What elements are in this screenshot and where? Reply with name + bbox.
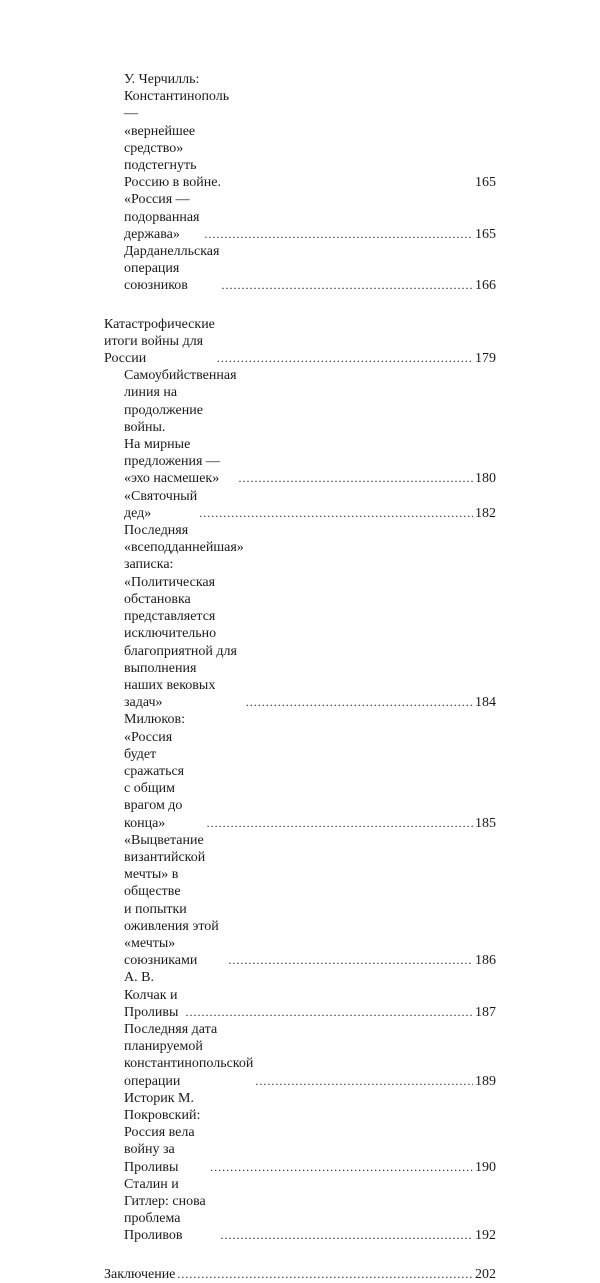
toc-entry-title xyxy=(124,243,219,295)
toc-leader-dots xyxy=(228,952,473,969)
toc-page-number: 180 xyxy=(475,471,496,487)
toc-leader-dots xyxy=(221,1227,474,1244)
toc-page-number: 186 xyxy=(475,953,496,969)
toc-leader-dots xyxy=(221,277,473,294)
toc-entry xyxy=(124,1021,496,1090)
toc-page-number: 165 xyxy=(475,226,496,242)
toc-entry-title xyxy=(124,488,197,522)
toc-entry-line: Самоубийственная линия на продолжение войны. xyxy=(124,368,237,435)
toc-entry-line: Последняя дата планируемой xyxy=(124,1021,218,1055)
toc-entry-line: и попытки оживления этой «мечты» союзниками xyxy=(124,901,219,969)
toc-entry xyxy=(124,488,496,522)
toc-entry xyxy=(124,969,496,1021)
toc-entry-title xyxy=(124,832,226,970)
toc-entry-title xyxy=(104,1266,175,1283)
toc-page-number: 166 xyxy=(475,278,496,294)
toc-page-number: 192 xyxy=(475,1228,496,1244)
toc-leader-dots xyxy=(177,1266,473,1283)
toc-entry-line: «Политическая обстановка представляется xyxy=(124,574,216,625)
toc-entry xyxy=(124,1090,496,1176)
toc-leader-dots xyxy=(210,1159,473,1176)
toc-entry-line: Сталин и Гитлер: снова проблема Проливов xyxy=(124,1176,206,1244)
toc-entry xyxy=(124,243,496,295)
toc-entry-line: Заключение xyxy=(104,1266,176,1282)
toc-leader-dots xyxy=(199,505,473,522)
toc-entry-title xyxy=(124,191,202,243)
toc-page-number: 185 xyxy=(475,815,496,831)
toc-entry-title xyxy=(124,969,184,1021)
toc-entry xyxy=(124,1176,496,1245)
toc-entry-line: Милюков: «Россия будет сражаться xyxy=(124,712,185,779)
toc-entry xyxy=(104,1266,496,1283)
toc-entry-title xyxy=(104,316,215,368)
toc-entry-line: «Россия — подорванная держава» xyxy=(124,192,200,242)
toc-entry xyxy=(124,191,496,243)
toc-entry-title xyxy=(124,522,244,711)
toc-entry-line: с общим врагом до конца» xyxy=(124,781,183,831)
toc-entry-line: константинопольской операции xyxy=(124,1056,254,1089)
toc-leader-dots xyxy=(207,815,473,832)
toc-entry-line: У. Черчилль: Константинополь — xyxy=(124,72,230,122)
toc-entry-line: На мирные предложения — «эхо насмешек» xyxy=(124,437,220,487)
toc-entry xyxy=(104,316,496,368)
toc-entry-line: Дарданелльская операция союзников xyxy=(124,244,220,294)
toc-page-number: 189 xyxy=(475,1073,496,1089)
toc-entry-line: «Выцветание византийской мечты» в обществе xyxy=(124,832,206,900)
toc-entry-title xyxy=(124,1090,208,1176)
table-of-contents xyxy=(104,71,496,1283)
toc-leader-dots xyxy=(217,350,473,367)
toc-page-number: 182 xyxy=(475,505,496,521)
toc-entry-line: Последняя «всеподданнейшая» записка: xyxy=(124,523,244,573)
toc-entry-title xyxy=(124,1176,219,1245)
toc-leader-dots xyxy=(239,470,473,487)
toc-entry-title xyxy=(124,367,237,487)
toc-entry xyxy=(124,711,496,831)
toc-entry-line: «вернейшее средство» подстегнуть Россию в войне. xyxy=(124,123,221,191)
toc-page-number: 184 xyxy=(475,695,496,711)
toc-entry xyxy=(124,832,496,970)
toc-page-number: 187 xyxy=(475,1004,496,1020)
toc-entry-title xyxy=(124,711,205,831)
toc-entry-line: наших вековых задач» xyxy=(124,677,216,711)
toc-entry-line: Катастрофические итоги войны для России xyxy=(104,316,215,367)
toc-leader-dots xyxy=(204,226,473,243)
toc-entry xyxy=(124,367,496,487)
toc-page-number: 179 xyxy=(475,351,496,367)
toc-entry xyxy=(124,71,496,191)
toc-entry-title xyxy=(124,71,231,191)
toc-page-number: 190 xyxy=(475,1159,496,1175)
toc-entry-line: «Святочный дед» xyxy=(124,488,198,521)
toc-page-number: 165 xyxy=(475,175,496,191)
toc-entry-title xyxy=(124,1021,253,1090)
toc-entry xyxy=(124,522,496,711)
toc-entry-line: войну за Проливы xyxy=(124,1142,179,1175)
toc-leader-dots xyxy=(186,1004,474,1021)
toc-entry-line: А. В. Колчак и Проливы xyxy=(124,970,179,1020)
toc-leader-dots xyxy=(246,694,473,711)
toc-page-number: 202 xyxy=(475,1266,496,1282)
toc-leader-dots xyxy=(255,1073,473,1090)
toc-entry-line: Историк М. Покровский: Россия вела xyxy=(124,1090,201,1141)
toc-entry-line: исключительно благоприятной для выполнения xyxy=(124,626,237,676)
